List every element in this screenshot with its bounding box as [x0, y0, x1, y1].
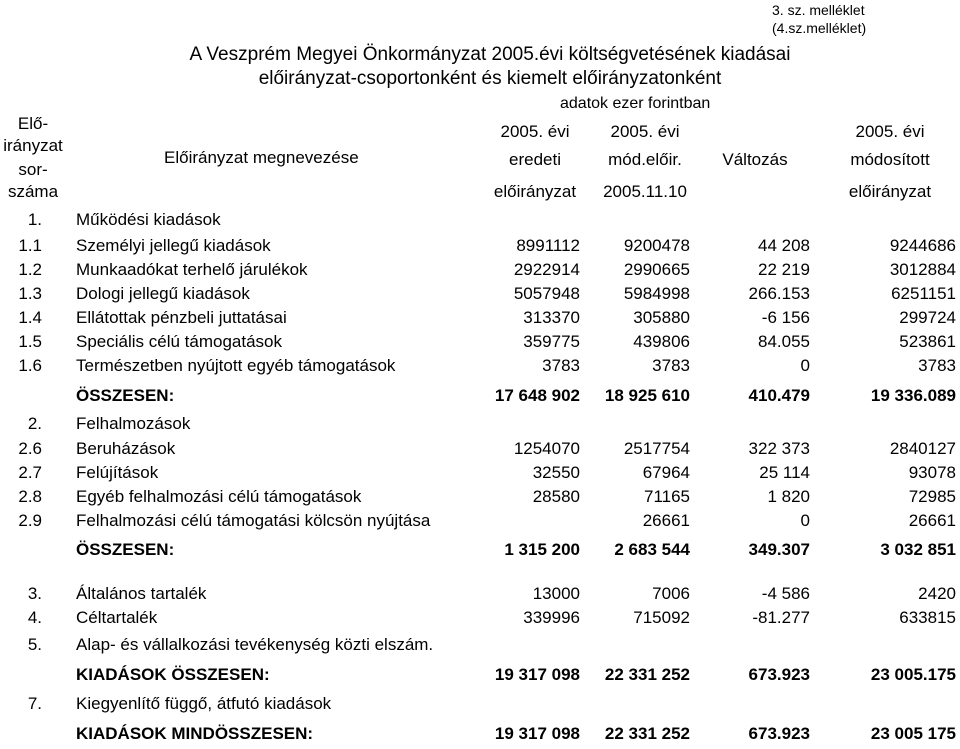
- value-modified: 22 331 252: [604, 665, 690, 684]
- value-revised: 3 032 851: [880, 540, 956, 559]
- value-modified: 2 683 544: [614, 540, 690, 559]
- row-label: Céltartalék: [76, 608, 158, 627]
- row-number: 1.6: [18, 356, 42, 375]
- value-original: 19 317 098: [494, 724, 580, 743]
- value-modified: 26661: [642, 511, 690, 530]
- row-label: Speciális célú támogatások: [76, 332, 283, 351]
- annex-sublabel: (4.sz.melléklet): [772, 20, 867, 36]
- header-col3: Változás: [722, 150, 788, 169]
- row-number: 1.: [27, 210, 42, 229]
- value-change: 0: [800, 511, 810, 530]
- row-number: 4.: [27, 608, 42, 627]
- value-revised: 9244686: [889, 236, 956, 255]
- value-revised: 23 005 175: [870, 724, 956, 743]
- value-revised: 6251151: [891, 284, 956, 303]
- value-change: 322 373: [748, 439, 810, 458]
- table-row: [0, 485, 960, 509]
- table-row: [0, 234, 960, 258]
- row-number: 2.8: [18, 487, 42, 506]
- value-modified: 3783: [652, 356, 690, 375]
- total-row: [0, 384, 960, 408]
- value-modified: 9200478: [623, 236, 690, 255]
- value-original: 313370: [523, 308, 580, 327]
- row-label: Munkaadókat terhelő járulékok: [76, 260, 308, 279]
- value-modified: 2517754: [623, 439, 690, 458]
- row-label: Kiegyenlítő függő, átfutó kiadások: [76, 694, 332, 713]
- row-number: 1.1: [18, 236, 42, 255]
- header-col4-line1: 2005. évi: [855, 122, 925, 141]
- document-title-line1: A Veszprém Megyei Önkormányzat 2005.évi költségvetésének kiadásai: [189, 44, 791, 65]
- table-row: [0, 208, 960, 232]
- value-modified: 715092: [633, 608, 690, 627]
- value-revised: 72985: [908, 487, 956, 506]
- value-change: 1 820: [767, 487, 810, 506]
- value-modified: 67964: [642, 463, 690, 482]
- value-original: 17 648 902: [494, 386, 580, 405]
- value-change: 0: [800, 356, 810, 375]
- row-number: 7.: [27, 694, 42, 713]
- value-original: 1 315 200: [504, 540, 580, 559]
- value-change: 349.307: [748, 540, 810, 559]
- table-row: [0, 582, 960, 606]
- value-modified: 18 925 610: [604, 386, 690, 405]
- row-number: 1.3: [18, 284, 42, 303]
- row-number: 2.7: [18, 463, 42, 482]
- row-label: Felhalmozások: [76, 414, 191, 433]
- row-label: ÖSSZESEN:: [76, 540, 175, 559]
- value-change: 673.923: [748, 665, 810, 684]
- header-col1-line3: előirányzat: [493, 182, 577, 201]
- value-revised: 3012884: [889, 260, 956, 279]
- value-modified: 22 331 252: [604, 724, 690, 743]
- value-change: 84.055: [758, 332, 810, 351]
- header-col4-line3: előirányzat: [848, 182, 932, 201]
- value-revised: 2420: [918, 584, 956, 603]
- value-original: 359775: [523, 332, 580, 351]
- row-number: 2.: [27, 414, 42, 433]
- value-revised: 2840127: [889, 439, 956, 458]
- value-revised: 523861: [899, 332, 956, 351]
- total-row: [0, 663, 960, 687]
- value-original: 2922914: [513, 260, 580, 279]
- header-col2-line1: 2005. évi: [610, 122, 680, 141]
- document-title-line2: előirányzat-csoportonként és kiemelt előirányzatonként: [258, 68, 722, 89]
- value-modified: 5984998: [623, 284, 690, 303]
- value-original: 32550: [532, 463, 580, 482]
- header-col2-line2: mód.előir.: [608, 150, 682, 169]
- header-col2-line3: 2005.11.10: [603, 182, 687, 201]
- value-original: 13000: [532, 584, 580, 603]
- row-label: ÖSSZESEN:: [76, 386, 175, 405]
- value-revised: 633815: [899, 608, 956, 627]
- row-label: KIADÁSOK ÖSSZESEN:: [76, 665, 270, 684]
- value-change: -81.277: [752, 608, 810, 627]
- header-col4-line2: módosított: [850, 150, 930, 169]
- table-row: [0, 633, 960, 657]
- table-row: [0, 282, 960, 306]
- row-label: Egyéb felhalmozási célú támogatások: [76, 487, 362, 506]
- value-change: 673.923: [748, 724, 810, 743]
- row-number: 5.: [27, 635, 42, 654]
- value-change: -6 156: [761, 308, 810, 327]
- row-number: 2.6: [18, 439, 42, 458]
- value-revised: 93078: [908, 463, 956, 482]
- value-revised: 299724: [899, 308, 956, 327]
- value-change: 266.153: [748, 284, 810, 303]
- total-row: [0, 538, 960, 562]
- value-modified: 305880: [633, 308, 690, 327]
- row-label: Személyi jellegű kiadások: [76, 236, 271, 255]
- row-label: Felhalmozási célú támogatási kölcsön nyújtása: [76, 511, 431, 530]
- value-modified: 439806: [633, 332, 690, 351]
- value-change: 22 219: [758, 260, 810, 279]
- row-label: Általános tartalék: [76, 584, 207, 603]
- header-col1-line1: 2005. évi: [500, 122, 570, 141]
- value-revised: 3783: [918, 356, 956, 375]
- unit-note: adatok ezer forintban: [560, 95, 711, 112]
- row-label: KIADÁSOK MINDÖSSZESEN:: [76, 724, 314, 743]
- value-original: 28580: [532, 487, 580, 506]
- value-original: 8991112: [516, 236, 580, 255]
- value-modified: 2990665: [623, 260, 690, 279]
- row-number: 1.5: [18, 332, 42, 351]
- row-number: 3.: [27, 584, 42, 603]
- value-original: 19 317 098: [494, 665, 580, 684]
- table-row: [0, 509, 960, 533]
- value-original: 1254070: [513, 439, 580, 458]
- header-sorszam-3: sor-: [18, 160, 48, 179]
- value-original: 3783: [542, 356, 580, 375]
- row-label: Működési kiadások: [76, 210, 221, 229]
- row-label: Természetben nyújtott egyéb támogatások: [76, 356, 396, 375]
- table-row: [0, 258, 960, 282]
- header-sorszam-2: irányzat: [3, 136, 63, 155]
- row-label: Ellátottak pénzbeli juttatásai: [76, 308, 287, 327]
- table-row: [0, 437, 960, 461]
- table-row: [0, 692, 960, 716]
- value-revised: 19 336.089: [870, 386, 956, 405]
- value-change: -4 586: [761, 584, 810, 603]
- value-original: 5057948: [513, 284, 580, 303]
- row-number: 2.9: [18, 511, 42, 530]
- row-label: Beruházások: [76, 439, 176, 458]
- table-row: [0, 606, 960, 630]
- header-col1-line2: eredeti: [509, 150, 561, 169]
- header-sorszam-4: száma: [7, 182, 59, 201]
- table-row: [0, 354, 960, 378]
- value-original: 339996: [523, 608, 580, 627]
- row-number: 1.4: [18, 308, 42, 327]
- header-sorszam-1: Elő-: [17, 114, 49, 133]
- value-revised: 26661: [908, 511, 956, 530]
- total-row: [0, 722, 960, 746]
- annex-label: 3. sz. melléklet: [772, 2, 865, 18]
- header-name: Előirányzat megnevezése: [164, 148, 359, 167]
- row-label: Dologi jellegű kiadások: [76, 284, 250, 303]
- table-row: [0, 412, 960, 436]
- table-row: [0, 306, 960, 330]
- value-change: 410.479: [748, 386, 810, 405]
- row-label: Alap- és vállalkozási tevékenység közti elszám.: [76, 635, 434, 654]
- table-row: [0, 461, 960, 485]
- value-modified: 71165: [643, 487, 690, 506]
- value-change: 25 114: [759, 463, 810, 482]
- value-change: 44 208: [758, 236, 810, 255]
- table-row: [0, 330, 960, 354]
- row-label: Felújítások: [76, 463, 159, 482]
- value-revised: 23 005.175: [870, 665, 956, 684]
- value-modified: 7006: [652, 584, 690, 603]
- row-number: 1.2: [18, 260, 42, 279]
